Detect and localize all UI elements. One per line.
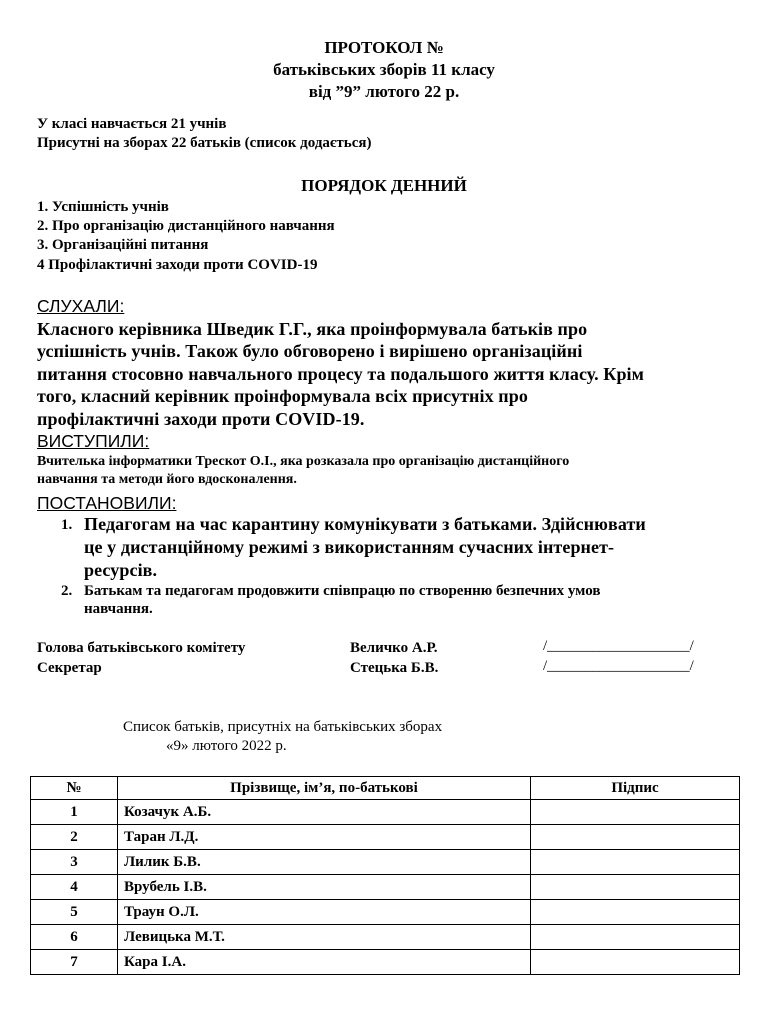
row-name: Кара І.А.: [118, 950, 531, 975]
column-header-signature: Підпис: [531, 777, 740, 800]
row-signature: [531, 825, 740, 850]
heard-line: профілактичні заходи проти COVID-19.: [37, 409, 365, 429]
row-name: Лилик Б.В.: [118, 850, 531, 875]
present-count: Присутні на зборах 22 батьків (список додається): [37, 135, 372, 151]
heard-heading: СЛУХАЛИ:: [37, 296, 125, 316]
row-signature: [531, 950, 740, 975]
table-header-row: [31, 777, 740, 800]
column-header-number: №: [31, 777, 118, 800]
row-signature: [531, 875, 740, 900]
spoke-heading: ВИСТУПИЛИ:: [37, 431, 150, 451]
row-number: 6: [31, 925, 118, 950]
list-title: Список батьків, присутніх на батьківських зборах: [123, 719, 443, 735]
agenda-heading: ПОРЯДОК ДЕННИЙ: [301, 176, 467, 195]
table-row: [31, 900, 740, 925]
table-row: [31, 925, 740, 950]
row-name: Траун О.Л.: [118, 900, 531, 925]
row-number: 4: [31, 875, 118, 900]
table-row: [31, 850, 740, 875]
row-number: 7: [31, 950, 118, 975]
spoke-line: Вчителька інформатики Трескот О.І., яка розказала про організацію дистанційного: [37, 454, 570, 469]
column-header-name: Прізвище, ім’я, по-батькові: [118, 777, 531, 800]
resolution-line: навчання.: [84, 601, 153, 617]
row-number: 1: [31, 800, 118, 825]
table-row: [31, 950, 740, 975]
agenda-item: 3. Організаційні питання: [37, 237, 209, 253]
resolution-line: ресурсів.: [84, 560, 158, 580]
resolution-line: це у дистанційному режимі з використанням сучасних інтернет-: [84, 537, 615, 557]
resolution-number: 1.: [61, 517, 73, 533]
resolution-number: 2.: [61, 583, 73, 599]
resolved-heading: ПОСТАНОВИЛИ:: [37, 493, 177, 513]
table-row: [31, 800, 740, 825]
protocol-subtitle: батьківських зборів 11 класу: [273, 60, 495, 79]
agenda-item: 1. Успішність учнів: [37, 199, 169, 215]
agenda-item: 4 Профілактичні заходи проти COVID-19: [37, 257, 318, 273]
row-name: Врубель І.В.: [118, 875, 531, 900]
signature-line: /___________________/: [543, 638, 694, 654]
spoke-line: навчання та методи його вдосконалення.: [37, 472, 297, 487]
row-signature: [531, 800, 740, 825]
protocol-title: ПРОТОКОЛ №: [324, 38, 444, 57]
signature-line: /___________________/: [543, 658, 694, 674]
row-name: Левицька М.Т.: [118, 925, 531, 950]
row-number: 2: [31, 825, 118, 850]
row-signature: [531, 850, 740, 875]
heard-line: того, класний керівник проінформувала всіх присутніх про: [37, 386, 528, 406]
row-number: 5: [31, 900, 118, 925]
row-name: Таран Л.Д.: [118, 825, 531, 850]
table-row: [31, 875, 740, 900]
resolution-line: Батькам та педагогам продовжити співпрацю по створенню безпечних умов: [84, 583, 601, 599]
resolution-line: Педагогам на час карантину комунікувати з батьками. Здійснювати: [84, 514, 646, 534]
signature-role: Секретар: [37, 660, 102, 676]
signature-name: Величко А.Р.: [350, 640, 438, 656]
signature-role: Голова батьківського комітету: [37, 640, 246, 656]
heard-line: Класного керівника Шведик Г.Г., яка проінформувала батьків про: [37, 319, 588, 339]
protocol-date: від ”9” лютого 22 р.: [308, 82, 460, 101]
list-date: «9» лютого 2022 р.: [166, 738, 287, 754]
attendance-table: [30, 776, 740, 975]
signature-name: Стецька Б.В.: [350, 660, 439, 676]
row-name: Козачук А.Б.: [118, 800, 531, 825]
students-count: У класі навчається 21 учнів: [37, 116, 227, 132]
table-row: [31, 825, 740, 850]
row-signature: [531, 925, 740, 950]
heard-line: успішність учнів. Також було обговорено і вирішено організаційні: [37, 341, 583, 361]
heard-line: питання стосовно навчального процесу та подальшого життя класу. Крім: [37, 364, 645, 384]
row-number: 3: [31, 850, 118, 875]
row-signature: [531, 900, 740, 925]
agenda-item: 2. Про організацію дистанційного навчання: [37, 218, 335, 234]
